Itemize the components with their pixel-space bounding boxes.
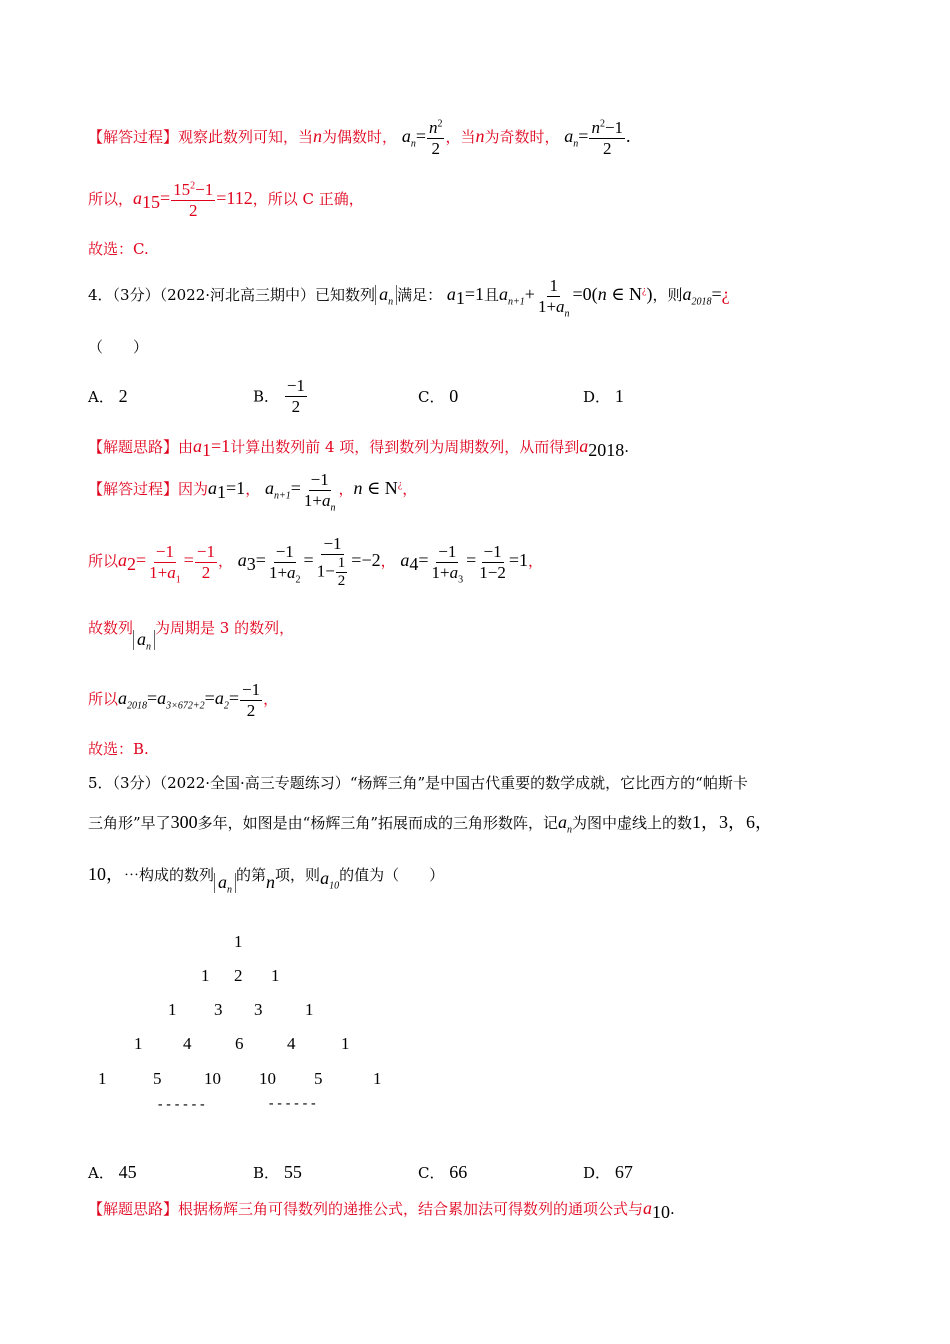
q5-stem-line3: 10，⋯构成的数列 $a_n$的第n项，则$a_{10}$的值为（ ） <box>88 864 445 896</box>
fraction: $\frac{-1}{1+a_3}$ <box>431 541 464 585</box>
triangle-number: 3 <box>254 1000 263 1019</box>
q4-so-line: 所以$a_2=$ $\frac{-1}{1+a_1}$ = $\frac{-1}{2}$ ， $a_3=$ $\frac{-1}{1+a_2}$ = −1 1− $\frac{1}{2}$ =−2， $a_4=$ $\frac{-1}{1+a_3}$ = $\frac{-1}{1-2}$ =1， <box>88 534 544 589</box>
triangle-number: 5 <box>314 1069 323 1088</box>
q5-option-c[interactable]: C． 66 <box>418 1162 468 1182</box>
triangle-number: 10 <box>204 1069 221 1088</box>
triangle-number: 1 <box>201 966 210 985</box>
triangle-number: 1 <box>271 966 280 985</box>
q4-process: 【解答过程】因为$a_1=1$， $a_{n+1}=$ $\frac{-1}{1+a_n}$ ，n ∈ N¿， <box>88 470 418 513</box>
q4-period: 故数列$a_n$为周期是 3 的数列， <box>88 619 295 653</box>
q4-option-b[interactable]: B． $\frac{-1}{2}$ <box>253 376 305 416</box>
q5-stem-line2: 三角形”早了300多年，如图是由“杨辉三角”拓展而成的三角形数阵，记$a_n$为图中虚线上的数1，3，6， <box>88 812 774 836</box>
fraction: $\frac{n^2-1}{2}$ <box>591 118 624 158</box>
fraction: $\frac{1}{1+a_n}$ <box>537 276 570 319</box>
triangle-number: 10 <box>259 1069 276 1088</box>
triangle-number: 3 <box>214 1000 223 1019</box>
triangle-number: 5 <box>153 1069 162 1088</box>
fraction: $\frac{-1}{1+a_n}$ <box>303 470 336 513</box>
q4-idea: 【解题思路】由$a_1=1$计算出数列前 4 项，得到数列为周期数列，从而得到$a_{2018}$. <box>88 436 630 460</box>
q4-option-a[interactable]: A． 2 <box>88 386 128 406</box>
triangle-number: 1 <box>168 1000 177 1019</box>
triangle-number: 1 <box>134 1034 143 1053</box>
dashed-line: ------ <box>267 1096 318 1112</box>
q4-option-c[interactable]: C． 0 <box>418 386 459 406</box>
triangle-number: 1 <box>341 1034 350 1053</box>
q3-so-line: 所以，$a_{15}=$ $\frac{15^2-1}{2}$ =112，所以 C 正确， <box>88 180 364 220</box>
q4-so2-line: 所以$a_{2018}=a_{3\times 672+2}=a_2=$ $\frac{-1}{2}$ ， <box>88 680 279 720</box>
sequence-bracket: $a_n$ <box>214 873 236 893</box>
q5-option-d[interactable]: D． 67 <box>583 1162 633 1182</box>
fraction: $\frac{-1}{1-2}$ <box>479 541 506 582</box>
q4-choice: 故选：B. <box>88 740 149 758</box>
fraction: $\frac{n^2}{2}$ <box>428 118 443 158</box>
q5-option-b[interactable]: B． 55 <box>253 1162 302 1182</box>
triangle-number: 6 <box>235 1034 244 1053</box>
q4-paren: （ ） <box>88 338 149 356</box>
triangle-number: 1 <box>305 1000 314 1019</box>
fraction: $\frac{-1}{2}$ <box>241 680 261 720</box>
triangle-number: 1 <box>98 1069 107 1088</box>
q5-idea: 【解题思路】根据杨辉三角可得数列的递推公式，结合累加法可得数列的通项公式与$a_{10}$. <box>88 1198 675 1222</box>
fraction: −1 1− $\frac{1}{2}$ <box>316 534 346 589</box>
triangle-number: 2 <box>234 966 243 985</box>
fraction: $\frac{-1}{1+a_2}$ <box>268 541 301 585</box>
fraction: $\frac{-1}{1+a_1}$ <box>149 541 181 585</box>
q3-process-line: 【解答过程】观察此数列可知，当n为偶数时， $a_n=$ $\frac{n^2}{2}$ ，当n为奇数时， $a_n=$ $\frac{n^2-1}{2}$ . <box>88 118 631 158</box>
fraction: $\frac{-1}{2}$ <box>286 376 305 416</box>
q4-option-d[interactable]: D． 1 <box>583 386 624 406</box>
q5-option-a[interactable]: A． 45 <box>88 1162 137 1182</box>
q4-stem: 4．（3分）（2022·河北高三期中）已知数列 $a_n$ 满足： $a_1=1$且$a_{n+1}+$ $\frac{1}{1+a_n}$ =0(n ∈ N¿)，则$a_{2018}=¿$ <box>88 276 730 319</box>
triangle-number: 1 <box>373 1069 382 1088</box>
dashed-line: ------ <box>156 1097 207 1113</box>
q5-stem-line1: 5．（3分）（2022·全国·高三专题练习）“杨辉三角”是中国古代重要的数学成就，它比西方的“帕斯卡 <box>88 774 748 792</box>
sequence-bracket: $a_n$ <box>133 630 155 650</box>
triangle-number: 4 <box>183 1034 192 1053</box>
sequence-bracket: $a_n$ <box>375 285 397 305</box>
triangle-number: 4 <box>287 1034 296 1053</box>
fraction: $\frac{-1}{2}$ <box>196 541 216 582</box>
process-tag: 【解答过程】 <box>88 128 179 147</box>
fraction: $\frac{15^2-1}{2}$ <box>173 180 214 220</box>
q3-choice: 故选：C. <box>88 240 149 258</box>
triangle-number: 1 <box>234 932 243 951</box>
